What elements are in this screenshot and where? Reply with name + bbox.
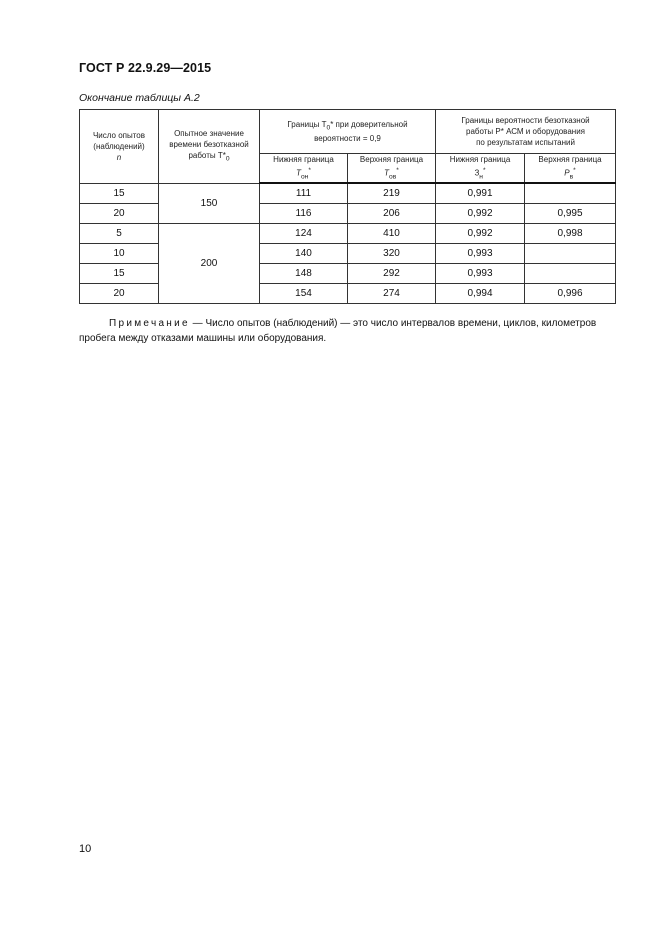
cell-t-lower: 148 (260, 264, 348, 284)
document-header: ГОСТ Р 22.9.29—2015 (79, 61, 212, 75)
cell-p-lower: 0,992 (436, 224, 525, 244)
cell-t-upper: 292 (348, 264, 436, 284)
header-t-bounds: Границы $T_0*$ при доверительной вероятности = 0,9 (260, 110, 436, 154)
cell-p-upper: 0,996 (525, 284, 616, 304)
header-p-upper: Верхняя граница $P_в^*$ (525, 154, 616, 184)
header-p-bounds: Границы вероятности безотказной работы P* АСМ и оборудования по результатам испытаний (436, 110, 616, 154)
page-number: 10 (79, 843, 92, 855)
cell-p-upper (525, 264, 616, 284)
table-row (80, 183, 616, 204)
cell-t-upper: 274 (348, 284, 436, 304)
cell-t-lower: 140 (260, 244, 348, 264)
cell-p-lower: 0,992 (436, 204, 525, 224)
cell-t-lower: 116 (260, 204, 348, 224)
cell-n: 15 (80, 183, 159, 204)
header-t0: Опытное значение времени безотказной работы $T*_0$ (159, 110, 260, 184)
note-text: — Число опытов (наблюдений) — это число интервалов времени, циклов, километров пробега между отказами машины или оборудования. (79, 318, 597, 344)
header-n: Число опытов (наблюдений) n (80, 110, 159, 184)
cell-p-lower: 0,991 (436, 183, 525, 204)
cell-n: 20 (80, 204, 159, 224)
table-row (80, 224, 616, 244)
table-caption: Окончание таблицы А.2 (79, 92, 200, 104)
table-note (79, 316, 615, 346)
cell-p-upper (525, 183, 616, 204)
cell-t-lower: 111 (260, 183, 348, 204)
cell-n: 5 (80, 224, 159, 244)
cell-p-lower: 0,994 (436, 284, 525, 304)
cell-t-lower: 124 (260, 224, 348, 244)
data-table (79, 109, 616, 304)
cell-p-lower: 0,993 (436, 264, 525, 284)
cell-n: 10 (80, 244, 159, 264)
header-t-lower: Нижняя граница $T_{он}^*$ (260, 154, 348, 184)
cell-n: 20 (80, 284, 159, 304)
cell-p-upper: 0,995 (525, 204, 616, 224)
cell-n: 15 (80, 264, 159, 284)
cell-p-upper: 0,998 (525, 224, 616, 244)
cell-t-upper: 410 (348, 224, 436, 244)
cell-t0: 200 (159, 224, 260, 304)
cell-p-lower: 0,993 (436, 244, 525, 264)
cell-t-lower: 154 (260, 284, 348, 304)
cell-t-upper: 206 (348, 204, 436, 224)
note-label: Примечание (109, 318, 190, 329)
cell-t-upper: 219 (348, 183, 436, 204)
header-t-upper: Верхняя граница $T_{ов}^*$ (348, 154, 436, 184)
cell-t-upper: 320 (348, 244, 436, 264)
cell-p-upper (525, 244, 616, 264)
cell-t0: 150 (159, 183, 260, 224)
header-p-lower: Нижняя граница $З_н^*$ (436, 154, 525, 184)
